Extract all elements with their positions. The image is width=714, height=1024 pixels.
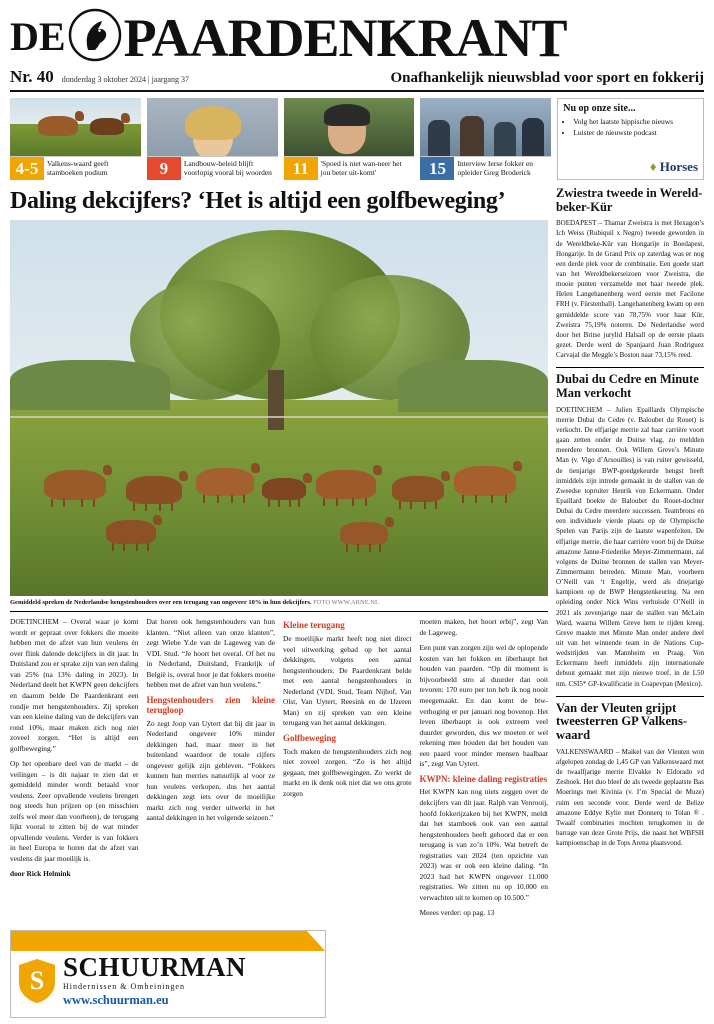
article-column bbox=[147, 617, 276, 918]
article-column bbox=[283, 617, 412, 918]
masthead bbox=[10, 7, 704, 68]
paragraph: De moeilijke markt heeft nog niet direct veel uitwerking gehad op het aantal dekkingen, volgens een aantal hengstenhouders. De Paardenkrant belde met een aantal hengstenhouders in Nederland (VDL Stud, Team Nijhof, Van Olst, Van Uytert, Reesink en de IJzeren Man) en zij spreken van een kleine terugang van het aantal dekkingen. bbox=[283, 634, 412, 728]
paragraph: Het KWPN kan nog niets zeggen over de dekcijfers van dit jaar. Ralph van Venrooij, hoofd fokkerijzaken bij het KWPN, meldt dat het stamboek ook van een aantal hengstenhouders heeft gehoord dat er een terugang is van zo’n 10%. Wat betreft de registraties van 2024 (ten opzichte van 2023) was er ook een kleine daling. “In 2023 had het KWPN ongeveer 11.000 registraties. We zitten nu op 10.000 en verwachten uit te komen op 10.500.” bbox=[419, 787, 548, 902]
sidebar-article-text: DOETINCHEM – Julien Epaillards Olympische merrie Dubai du Cedre (v. Baloubet du Rouet) is verkocht. De elfjarige merrie zal haar carrière voort gaan zetten onder de Duitse vlag, zo meldden meerdere bronnen. Ook Willem Greve’s Minute Man (v. Vigo d’Arsouilles) is van ruiter gewisseld, de tienjarige BWP-goedgekeurde hengst heeft inmiddels zijn intrede gemaakt in de stallen van de Zweedse topruiter Henrik von Eckermann. Onder Epaillard boekte de Baloubet du Rouet-dochter Dubai du Cedre meerdere successen. Teambrons en een individuele vierde plaats op de Olympische Spelen van Parijs zijn de laatste wapenfeiten. De elfjarige merrie, die haar carrière voort bij de Duitse amazone Janne-Friederike Meyer-Zimmermann, zal volgens de Duitse bronnen de stallen van Meyer-Zimmermann betreden. Minute Man, voorheen O’Neill van ‘t Engeltje, werd als driejarige kampioen op de BWP Hengstenkeuring. Na een opleiding onder Nick Wins verhuisde O’Neill in 2021 als zevenjarige naar de stallen van McLain Ward, waarna Willem Greve hem te rijden kreeg. Greve maakte met Minute Man onder andere deel uit van het winnende team in de Nations Cup-wedstrijden van Mannheim en Praag. Von Eckermann heeft inmiddels zijn internationale debuut gemaakt met zijn nieuwe troef, in de L50 nm. CSI5* GP-kwalificatie in Coapevpan (Mexico). bbox=[556, 405, 704, 688]
subheading: Golfbeweging bbox=[283, 732, 336, 743]
photo-caption-text: Gemiddeld spreken de Nederlandse hengstenhouders over een terugang van ongeveer 10% in hun dekcijfers. bbox=[10, 598, 312, 606]
sidebar-article-title[interactable]: Zwiestra tweede in Wereld-beker-Kür bbox=[556, 185, 703, 214]
divider bbox=[556, 696, 704, 697]
teaser-item[interactable] bbox=[147, 98, 278, 180]
dressage-rider-photo bbox=[10, 98, 141, 156]
sidebar-article-text: BOEDAPEST – Thamar Zweistra is met Hexagon’s Ich Weiss (Rubiquil x Negro) tweede geworden in de Wereldbeke-Kür van Hongarije in Boedapest, Hongarije. In de Grand Prix op zaterdag was er nog een derde plek voor de combinatie. Een goede start van het Wereldbekerseizoen voor Zweistra, die mooie punten verzamelde met haar tweede plek. Helen Langehanenberg werd eerste met Facilone FRH (v. Fürstenball). Langehanenberg kwam op een gemiddelde score van 78,75% voor haar Kür, Zweistra 75,19% noteren. De Nederlandse werd door het Britse jurylid Halsall op de eerste plaats gezet. Derde werd de Spanjaard Juan Rodriguez Carvajal die Meggle’s Boston naar 73,15% reed. bbox=[556, 219, 704, 360]
main-column bbox=[10, 187, 548, 919]
teaser-text: Landbouw-beleid blijft voorlopig vooral bij woorden bbox=[183, 159, 272, 178]
article-columns bbox=[10, 617, 548, 918]
teaser-page-number: 4-5 bbox=[10, 157, 44, 180]
masthead-slogan: Onafhankelijk nieuwsblad voor sport en fokkerij bbox=[390, 70, 704, 86]
teaser-item[interactable] bbox=[284, 98, 415, 180]
photo-caption bbox=[10, 596, 548, 612]
promo-item[interactable]: • Luister de nieuwste podcast bbox=[573, 128, 698, 137]
sidebar-column bbox=[556, 187, 704, 919]
ad-banner-bar bbox=[11, 931, 325, 951]
teaser-page-number: 11 bbox=[284, 157, 318, 180]
shield-s-logo-icon bbox=[17, 958, 57, 1004]
ad-website-link[interactable]: www.schuurman.eu bbox=[63, 993, 169, 1007]
promo-item[interactable]: • Volg het laatste hippische nieuws bbox=[573, 117, 698, 126]
teaser-text: 'Spoed is niet wan-neer het jou beter uit-komt' bbox=[320, 159, 402, 178]
teaser-page-number: 9 bbox=[147, 157, 181, 180]
content-area bbox=[10, 187, 704, 919]
ad-company-name: SCHUURMAN bbox=[63, 952, 246, 982]
byline: door Rick Helmink bbox=[10, 869, 71, 879]
subheading: KWPN: kleine daling registraties bbox=[419, 773, 548, 784]
teaser-page-number: 15 bbox=[420, 157, 454, 180]
paragraph: Dat horen ook hengstenhouders van hun klanten. “Niet alleen van onze klanten”, zegt Wiebe Y.de van de Lageweg van de VDL Stud. “Je hoort het overal. Of het nu in Nederland, Duitsland, Frankrijk of België is, overal hoor je dat fokkers moeite hebben met de afzet van hun veulens.” bbox=[146, 617, 275, 690]
photo-credit: FOTO WWW.ARNE.NL bbox=[313, 598, 379, 606]
paragraph: Een punt van zorgen zijn wel de oplopende kosten van het fokken en überhaupt het houden van paarden. “Op dit moment is bijvoorbeeld stro al duurder dan ooit tevoren: 170 euro per ton heb ik nog nooit meegemaakt. En dan komt de btw-verhoging er per januari nog bovenop. Het leven überhaupt is ook extreem veel duurder geworden, dus we moeten er wel rekening mee houden dat het houden van een paard voor minder mensen haalbaar is”, zegt Van Uytert. bbox=[419, 643, 548, 769]
horses-brand-name: Horses bbox=[659, 158, 699, 174]
teaser-text: Interview Ierse fokker en opleider Greg Broderick bbox=[457, 159, 534, 178]
teaser-item[interactable] bbox=[10, 98, 141, 180]
subheading: Hengstenhouders zien kleine terugloop bbox=[146, 694, 275, 715]
issue-date: donderdag 3 oktober 2024 | jaargang 37 bbox=[61, 75, 189, 84]
promo-title: Nu op onze site... bbox=[563, 103, 636, 114]
paragraph: moeten maken, het hoort erbij”, zegt Van de Lageweg. bbox=[419, 617, 548, 637]
subheading: Kleine terugang bbox=[283, 620, 345, 631]
page-title: Daling dekcijfers? ‘Het is altijd een golfbeweging’ bbox=[10, 187, 506, 214]
ad-tagline: Hindernissen & Omheiningen bbox=[63, 982, 185, 991]
sidebar-article-text: VALKENSWAARD – Maikel van der Vleuten won afgelopen zondag de 1,45 GP van Valkenswaard met de twaalfjarige merrie Elvakke Iv Eldorado vd Zeshoek. Het duo bleef de als tweede geplaatste Bas Moerings met Kivinia (v. I’m Special de Muze) ruim een seconde voor. Derde werd de Belize amazone Eddye Kylie met Donnerq to Tolan ® . Twaalf combinaties mochten terugkomen in de barrage van deze Grote Prijs, die naast het WBFSH kampioenschap in de Tops Arena plaatsvond. bbox=[556, 747, 704, 848]
issue-number: Nr. 40 bbox=[10, 67, 54, 86]
sidebar-article-title[interactable]: Van der Vleuten grijpt tweesterren GP Valkens-waard bbox=[556, 700, 688, 743]
svg-text:S: S bbox=[29, 966, 45, 995]
website-promo-box bbox=[557, 98, 704, 180]
masthead-de: DE bbox=[10, 14, 66, 59]
horse-silhouette-icon: ♦ bbox=[649, 158, 657, 174]
sidebar-article-title[interactable]: Dubai du Cedre en Minute Man verkocht bbox=[556, 372, 699, 400]
paragraph: Op het openbare deel van de markt – de veilingen – is dit najaar te zien dat er gemiddeld minder wordt betaald voor veulens. Zeer opvallende veulens brengen nog steeds hun prijzen op (en misschien zelfs wel meer dan voorheen), de terugang lijkt vooral te zitten bij de wat minder opvallende veulens. Verder is van fokkers in heel Europa te horen dat de afzet van veulens dit jaar moeilijk is. bbox=[10, 759, 139, 863]
mares-and-foals-in-meadow-photo bbox=[10, 220, 548, 596]
divider bbox=[556, 367, 704, 368]
article-column bbox=[420, 617, 549, 918]
paragraph: DOETINCHEM – Overal waar je komt wordt er gepraat over fokkers die moeite hebben met de afzet van hun veulens én over flink dalende dekcijfers in dit jaar. In Duitsland zou er sprake zijn van een daling van 25% (na 13% daling in 2023). In Nederland deelt het KWPN geen dekcijfers en daarom belde De Paardenkrant een rondje met hengstenhouders. Zij spreken van een kleine daling van de dekcijfers van rond 10%, maar maken zich nog niet zoveel zorgen. “Het is altijd een golfbeweging.” bbox=[10, 617, 139, 753]
teaser-item[interactable] bbox=[420, 98, 551, 180]
group-of-people-photo bbox=[420, 98, 551, 156]
blonde-woman-portrait-photo bbox=[147, 98, 278, 156]
teaser-text: Valkens-waard geeft stamboeken podium bbox=[47, 159, 109, 178]
masthead-title: PAARDENKRANT bbox=[123, 7, 567, 68]
paragraph: Zo zegt Joop van Uytert dat hij dit jaar in Nederland ongeveer 10% minder dekkingen had, maar meer in het buitenland waardoor de totale cijfers ongeveer gelijk zijn gebleven. “Fokkers kunnen hun merries natuurlijk al voor ze hun veulens verkopen, dus het aantal dekkingen zegt iets over de moeilijke markt zich nog verder uitwerkt in het aantal dekkingen in het volgende seizoen.” bbox=[146, 718, 275, 823]
paragraph: Toch maken de hengstenhouders zich nog niet zoveel zorgen. “Zo is het altijd gegaan, met golfbewegingen. Zo werkt de markt en ik denk ook niet dat we ons grote zorgen bbox=[283, 746, 412, 798]
masthead-subbar bbox=[10, 64, 704, 92]
teaser-strip bbox=[10, 98, 704, 180]
continuation-note[interactable]: Meees verder: op pag. 13 bbox=[419, 908, 495, 918]
horses-brand-logo bbox=[563, 159, 698, 175]
advertisement[interactable] bbox=[10, 930, 326, 1018]
article-column bbox=[10, 617, 139, 918]
man-on-phone-photo bbox=[284, 98, 415, 156]
horse-head-icon bbox=[68, 8, 122, 62]
